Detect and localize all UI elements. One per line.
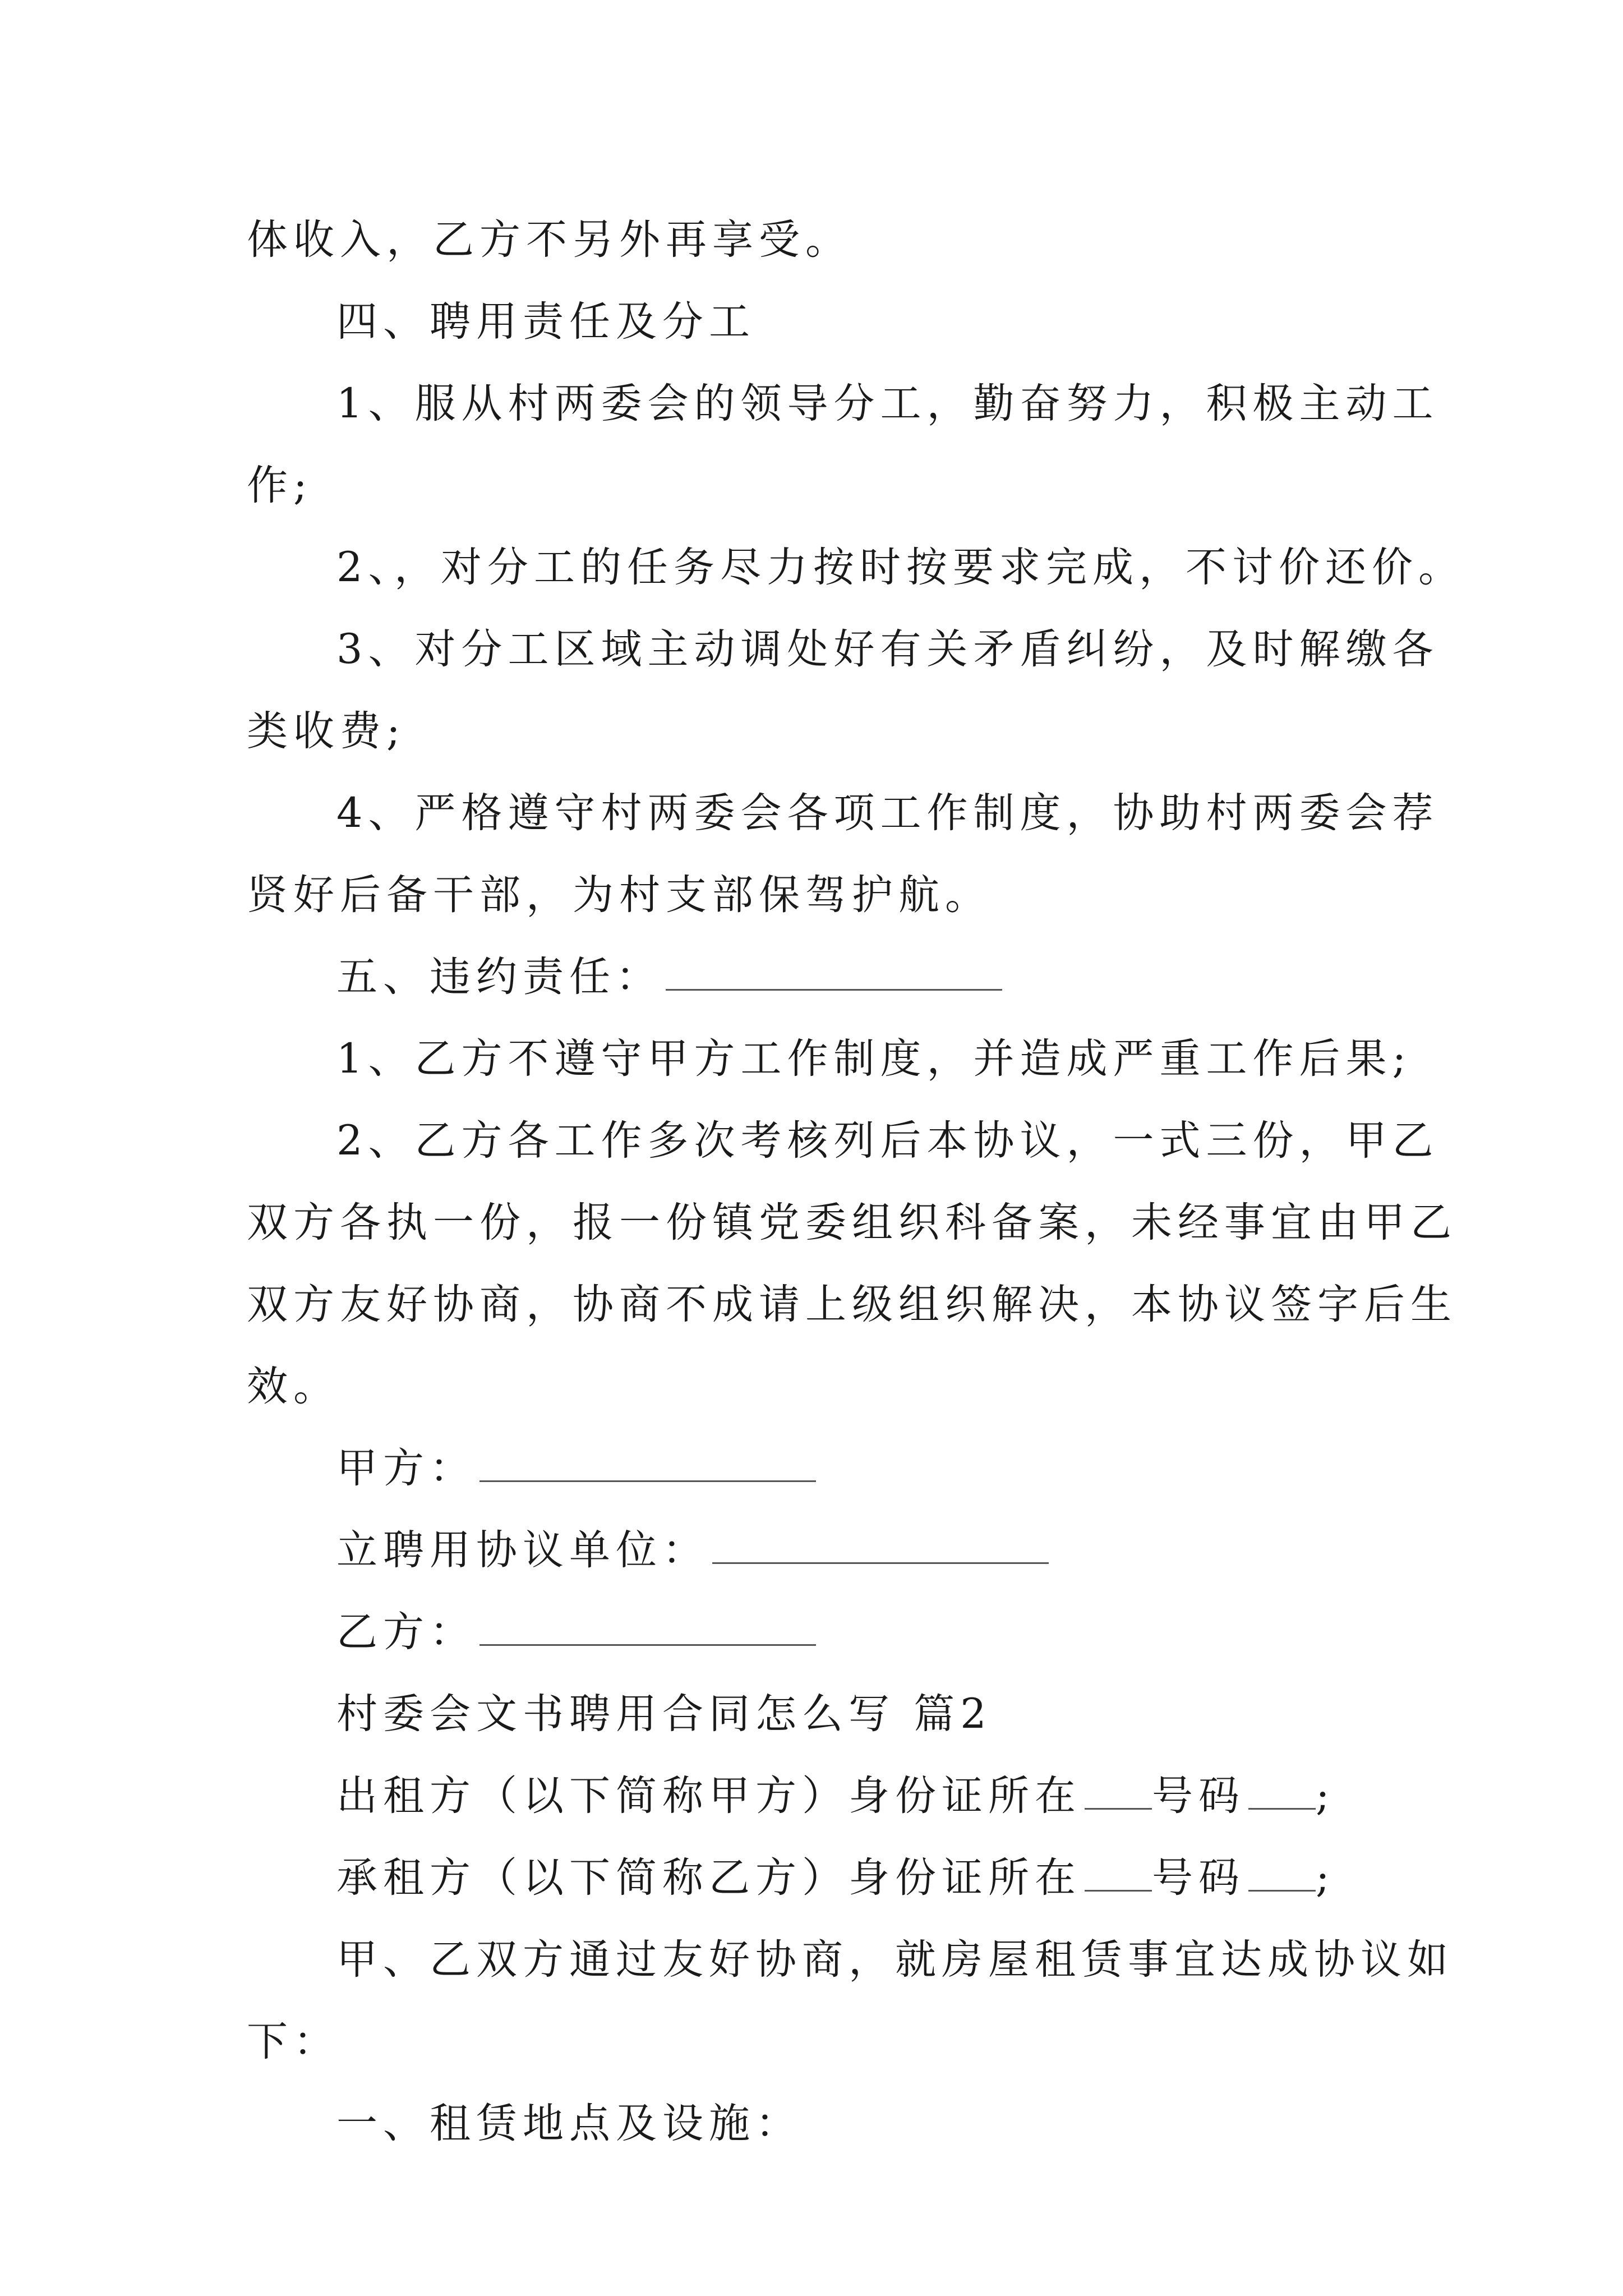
fill-in-blank <box>479 1611 816 1646</box>
paragraph-line: 1、乙方不遵守甲方工作制度，并造成严重工作后果; <box>336 1035 1412 1083</box>
fill-in-blank <box>1085 1856 1152 1892</box>
fill-in-blank <box>1248 1774 1316 1810</box>
signature-label: 立聘用协议单位： <box>336 1526 709 1574</box>
paragraph-line: 双方友好协商，协商不成请上级组织解决，本协议签字后生 <box>247 1281 1457 1328</box>
paragraph-line: 1、服从村两委会的领导分工，勤奋努力，积极主动工 <box>336 380 1439 427</box>
signature-line-party-a <box>247 1428 1385 1510</box>
signature-line-unit <box>247 1510 1385 1591</box>
paragraph-line: 体收入，乙方不另外再享受。 <box>247 216 852 264</box>
section-heading: 一、租赁地点及设施： <box>336 2100 802 2147</box>
paragraph-line: 下： <box>247 2018 340 2065</box>
lessor-id-line <box>247 1755 1385 1837</box>
paragraph-text: 出租方（以下简称甲方）身份证所在 <box>336 1772 1081 1820</box>
fill-in-blank <box>479 1447 816 1482</box>
paragraph-line: 作; <box>247 462 313 509</box>
paragraph-text: 承租方（以下简称乙方）身份证所在 <box>336 1854 1081 1902</box>
paragraph-text: 号码 <box>1152 1854 1245 1902</box>
paragraph-line: 2、乙方各工作多次考核列后本协议，一式三份，甲乙 <box>336 1117 1439 1165</box>
lessee-id-line <box>247 1837 1385 1919</box>
paragraph-line: 2、，对分工的任务尽力按时按要求完成，不讨价还价。 <box>336 544 1465 591</box>
paragraph-line: 甲、乙双方通过友好协商，就房屋租赁事宜达成协议如 <box>336 1936 1454 1984</box>
paragraph-line: 双方各执一份，报一份镇党委组织科备案，未经事宜由甲乙 <box>247 1199 1457 1246</box>
paragraph-line: 效。 <box>247 1363 340 1410</box>
fill-in-blank <box>1248 1856 1316 1892</box>
signature-line-party-b <box>247 1591 1385 1673</box>
fill-in-blank <box>666 955 1002 991</box>
fill-in-blank <box>712 1529 1049 1564</box>
signature-label: 甲方： <box>336 1444 476 1492</box>
article-title: 村委会文书聘用合同怎么写 篇2 <box>336 1690 992 1738</box>
paragraph-text: ; <box>1316 1854 1335 1902</box>
fill-in-blank <box>1085 1774 1152 1810</box>
document-page <box>247 199 1465 2165</box>
paragraph-text: ; <box>1316 1772 1335 1820</box>
paragraph-line: 贤好后备干部，为村支部保驾护航。 <box>247 871 992 919</box>
paragraph-line: 4、严格遵守村两委会各项工作制度，协助村两委会荐 <box>336 789 1439 837</box>
section-heading: 四、聘用责任及分工 <box>336 298 755 346</box>
section-heading: 五、违约责任： <box>336 953 662 1001</box>
signature-label: 乙方： <box>336 1608 476 1656</box>
section-heading-with-blank <box>247 936 1385 1018</box>
paragraph-line: 3、对分工区域主动调处好有关矛盾纠纷，及时解缴各 <box>336 625 1439 673</box>
paragraph-text: 号码 <box>1152 1772 1245 1820</box>
paragraph-line: 类收费; <box>247 707 406 755</box>
